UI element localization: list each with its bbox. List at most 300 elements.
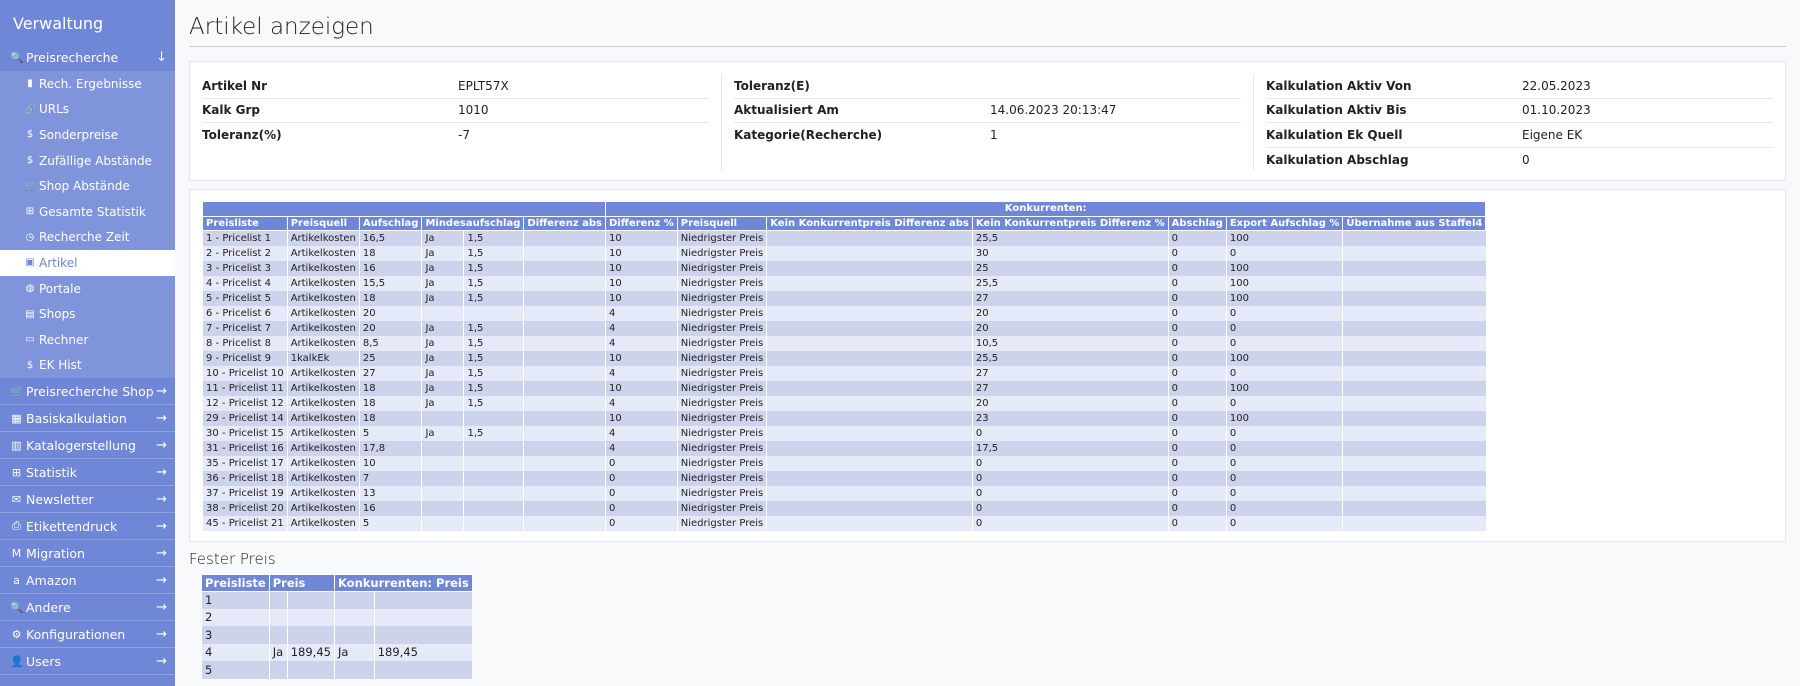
table-cell: Artikelkosten	[287, 381, 359, 396]
info-column-1	[190, 74, 722, 170]
table-cell	[1343, 351, 1486, 366]
table-cell: Artikelkosten	[287, 471, 359, 486]
info-label: Kalkulation Ek Quell	[1266, 127, 1403, 142]
info-value: Eigene EK	[1522, 127, 1583, 142]
table-cell: Niedrigster Preis	[677, 366, 766, 381]
table-cell: 1kalkEk	[287, 351, 359, 366]
table-cell: 31 - Pricelist 16	[203, 441, 288, 456]
info-value: 1	[990, 128, 998, 143]
table-cell: 17,5	[972, 441, 1168, 456]
sidebar-section-9[interactable]	[0, 594, 175, 621]
table-cell	[767, 501, 973, 516]
table-cell: 30 - Pricelist 15	[203, 426, 288, 441]
table-cell: Artikelkosten	[287, 516, 359, 531]
table-cell: 5 - Pricelist 5	[203, 291, 288, 306]
table-row	[203, 426, 1486, 441]
table-cell: Artikelkosten	[287, 321, 359, 336]
page-title: Artikel anzeigen	[189, 14, 1786, 47]
table-cell	[1343, 366, 1486, 381]
info-column-2	[722, 74, 1254, 170]
table-cell: 5	[202, 661, 270, 679]
table-cell: 10	[606, 291, 678, 306]
table-cell: 10	[606, 381, 678, 396]
sidebar-section-10[interactable]	[0, 621, 175, 648]
table-cell	[524, 321, 606, 336]
mail-icon: ✉	[11, 492, 22, 506]
table-cell	[524, 516, 606, 531]
info-value: EPLT57X	[458, 78, 509, 93]
table-cell: 4	[606, 306, 678, 321]
table-cell: Ja	[422, 261, 464, 276]
table-cell: 1,5	[464, 351, 524, 366]
table-cell: 0	[972, 471, 1168, 486]
table-cell: 0	[1226, 501, 1343, 516]
table-cell	[767, 411, 973, 426]
price-col-header: Aufschlag	[359, 216, 422, 231]
sidebar-item-0[interactable]	[0, 71, 175, 97]
table-cell: 0	[1226, 366, 1343, 381]
table-cell	[334, 609, 374, 627]
table-row	[203, 441, 1486, 456]
info-row	[202, 74, 709, 99]
info-label: Toleranz(%)	[202, 128, 282, 143]
table-cell: 1,5	[464, 291, 524, 306]
sidebar-section-11[interactable]	[0, 648, 175, 675]
table-row	[203, 336, 1486, 351]
table-cell	[1343, 291, 1486, 306]
table-cell: 4	[606, 321, 678, 336]
table-cell	[767, 231, 973, 246]
table-cell	[524, 471, 606, 486]
sidebar-section-label: Newsletter	[26, 491, 94, 507]
sidebar-item-11[interactable]	[0, 353, 175, 379]
table-row	[203, 351, 1486, 366]
table-cell: Niedrigster Preis	[677, 261, 766, 276]
table-cell: 25,5	[972, 231, 1168, 246]
table-cell: 100	[1226, 381, 1343, 396]
table-cell: Niedrigster Preis	[677, 456, 766, 471]
fixed-price-table	[201, 574, 473, 679]
fixed-col-preisliste: Preisliste	[202, 574, 270, 591]
sidebar-item-label: Portale	[39, 281, 81, 296]
table-cell: Niedrigster Preis	[677, 441, 766, 456]
table-cell	[464, 516, 524, 531]
sidebar-item-4[interactable]	[0, 173, 175, 199]
table-cell	[524, 291, 606, 306]
price-col-header: Export Aufschlag %	[1226, 216, 1343, 231]
table-cell	[1343, 486, 1486, 501]
sidebar-section-3[interactable]	[0, 432, 175, 459]
table-cell: Artikelkosten	[287, 486, 359, 501]
table-cell: 10,5	[972, 336, 1168, 351]
sidebar-nav	[0, 44, 175, 675]
price-col-header: Preisliste	[203, 216, 288, 231]
fixed-col-konkurrenten-preis: Konkurrenten: Preis	[334, 574, 472, 591]
table-cell: 25	[972, 261, 1168, 276]
table-cell	[767, 246, 973, 261]
table-cell	[767, 456, 973, 471]
table-cell	[464, 486, 524, 501]
table-row	[203, 411, 1486, 426]
table-cell: 0	[1226, 441, 1343, 456]
table-cell	[524, 426, 606, 441]
table-cell	[269, 609, 287, 627]
table-cell: 18	[359, 381, 422, 396]
table-cell: 10	[606, 261, 678, 276]
table-cell: Ja	[422, 351, 464, 366]
table-cell: 0	[606, 516, 678, 531]
table-icon: ⊞	[25, 206, 35, 218]
info-row	[734, 99, 1241, 124]
table-cell	[767, 486, 973, 501]
table-cell: 0	[972, 501, 1168, 516]
sidebar-item-label: EK Hist	[39, 358, 82, 373]
table-cell: Artikelkosten	[287, 246, 359, 261]
table-cell	[374, 591, 472, 609]
link-icon: 🔗	[24, 103, 37, 115]
table-cell: 0	[1168, 426, 1226, 441]
book-icon: ▥	[11, 438, 22, 452]
table-cell	[524, 396, 606, 411]
price-col-header: Preisquell	[287, 216, 359, 231]
table-cell: Niedrigster Preis	[677, 396, 766, 411]
table-cell: 100	[1226, 411, 1343, 426]
article-icon: ▣	[25, 257, 35, 269]
table-row	[203, 306, 1486, 321]
info-column-3	[1254, 74, 1785, 170]
table-cell: Niedrigster Preis	[677, 411, 766, 426]
table-cell: 37 - Pricelist 19	[203, 486, 288, 501]
table-icon: ⊞	[11, 465, 22, 479]
table-cell: 15,5	[359, 276, 422, 291]
table-cell: 0	[1226, 396, 1343, 411]
table-cell: 20	[972, 306, 1168, 321]
table-cell: Niedrigster Preis	[677, 501, 766, 516]
table-cell	[1343, 261, 1486, 276]
table-cell: 36 - Pricelist 18	[203, 471, 288, 486]
table-cell: 0	[1226, 516, 1343, 531]
table-cell: 10	[606, 276, 678, 291]
table-cell: 27	[972, 291, 1168, 306]
info-value: 1010	[458, 103, 489, 118]
table-cell: Artikelkosten	[287, 366, 359, 381]
sidebar-item-label: Shop Abstände	[39, 179, 130, 194]
table-cell	[464, 471, 524, 486]
sidebar-item-10[interactable]	[0, 327, 175, 353]
table-cell	[524, 441, 606, 456]
table-cell: 6 - Pricelist 6	[203, 306, 288, 321]
table-cell: 1,5	[464, 261, 524, 276]
table-cell	[464, 441, 524, 456]
table-cell: Artikelkosten	[287, 336, 359, 351]
table-cell	[524, 366, 606, 381]
table-cell: Artikelkosten	[287, 231, 359, 246]
table-row	[203, 291, 1486, 306]
table-cell	[524, 261, 606, 276]
sidebar-item-label: Recherche Zeit	[39, 230, 130, 245]
table-cell: 0	[1168, 276, 1226, 291]
table-cell: 0	[1168, 471, 1226, 486]
table-cell: 0	[1168, 381, 1226, 396]
table-cell: 4	[606, 426, 678, 441]
table-cell	[1343, 306, 1486, 321]
table-cell	[524, 246, 606, 261]
sidebar-section-2[interactable]	[0, 405, 175, 432]
price-col-header: Preisquell	[677, 216, 766, 231]
arrow-right-icon: →	[156, 653, 167, 669]
table-cell: 189,45	[374, 644, 472, 662]
table-cell: 0	[1226, 306, 1343, 321]
sidebar-item-3[interactable]	[0, 148, 175, 174]
info-label: Artikel Nr	[202, 78, 268, 93]
table-cell	[422, 471, 464, 486]
sidebar-section-label: Konfigurationen	[26, 626, 126, 642]
migration-icon: M	[11, 546, 22, 560]
arrow-down-icon: ↓	[156, 50, 167, 65]
table-cell: 10	[606, 246, 678, 261]
table-cell	[1343, 231, 1486, 246]
table-cell: Ja	[269, 644, 287, 662]
table-cell: 189,45	[287, 644, 334, 662]
table-cell: Niedrigster Preis	[677, 321, 766, 336]
group-header-competitors: Konkurrenten:	[606, 202, 1486, 217]
price-col-header: Kein Konkurrentpreis Differenz %	[972, 216, 1168, 231]
table-cell: 27	[972, 381, 1168, 396]
table-row	[202, 661, 473, 679]
store-icon: ▤	[25, 308, 35, 320]
table-cell	[1343, 441, 1486, 456]
info-label: Toleranz(E)	[734, 78, 810, 93]
table-cell	[767, 366, 973, 381]
table-cell: 0	[606, 471, 678, 486]
table-cell: 23	[972, 411, 1168, 426]
table-cell: 8,5	[359, 336, 422, 351]
table-cell: Ja	[422, 321, 464, 336]
price-table-group-row	[203, 202, 1486, 217]
table-cell: 2 - Pricelist 2	[203, 246, 288, 261]
sidebar-section-label: Amazon	[26, 572, 77, 588]
table-cell	[524, 351, 606, 366]
table-cell: 100	[1226, 351, 1343, 366]
table-cell: 27	[972, 366, 1168, 381]
table-row	[202, 591, 473, 609]
price-col-header: Übernahme aus Staffel4	[1343, 216, 1486, 231]
table-cell	[1343, 471, 1486, 486]
table-cell	[464, 411, 524, 426]
table-cell: Niedrigster Preis	[677, 306, 766, 321]
table-cell: 100	[1226, 231, 1343, 246]
table-cell: Artikelkosten	[287, 426, 359, 441]
table-cell: Ja	[422, 396, 464, 411]
table-cell	[1343, 321, 1486, 336]
table-cell	[1343, 276, 1486, 291]
sidebar-brand[interactable]: Verwaltung	[13, 14, 104, 33]
info-row	[1266, 74, 1773, 99]
sidebar-section-label: Migration	[26, 545, 85, 561]
table-cell	[334, 626, 374, 644]
table-cell	[767, 321, 973, 336]
table-cell	[1343, 426, 1486, 441]
sidebar-section-0[interactable]	[0, 44, 175, 71]
sidebar-item-9[interactable]	[0, 301, 175, 327]
table-cell: 1,5	[464, 381, 524, 396]
table-cell: 0	[972, 516, 1168, 531]
sidebar-item-6[interactable]	[0, 225, 175, 251]
sidebar-item-1[interactable]	[0, 97, 175, 123]
arrow-right-icon: →	[156, 464, 167, 480]
price-col-header: Mindesaufschlag	[422, 216, 524, 231]
table-cell	[524, 411, 606, 426]
table-cell: Artikelkosten	[287, 411, 359, 426]
table-cell: 0	[1168, 486, 1226, 501]
table-cell: 1,5	[464, 396, 524, 411]
table-cell: 9 - Pricelist 9	[203, 351, 288, 366]
table-cell	[524, 381, 606, 396]
table-cell: 12 - Pricelist 12	[203, 396, 288, 411]
price-table-body	[203, 231, 1486, 531]
table-cell	[464, 306, 524, 321]
table-cell: Niedrigster Preis	[677, 336, 766, 351]
table-cell	[1343, 516, 1486, 531]
sidebar-item-5[interactable]	[0, 199, 175, 225]
table-row	[203, 231, 1486, 246]
sidebar-item-8[interactable]	[0, 276, 175, 302]
price-col-header: Differenz %	[606, 216, 678, 231]
table-cell: Niedrigster Preis	[677, 291, 766, 306]
arrow-right-icon: →	[156, 383, 167, 399]
sidebar-item-label: Rechner	[39, 332, 89, 347]
table-cell: 0	[1226, 426, 1343, 441]
sidebar-section-1[interactable]	[0, 378, 175, 405]
sidebar-item-7[interactable]	[0, 250, 175, 276]
table-cell: 18	[359, 396, 422, 411]
dollar-icon: $	[26, 129, 34, 141]
table-cell	[524, 231, 606, 246]
table-cell: 10	[606, 231, 678, 246]
arrow-right-icon: →	[156, 491, 167, 507]
table-cell	[422, 516, 464, 531]
table-cell: 20	[972, 321, 1168, 336]
table-cell: 13	[359, 486, 422, 501]
table-row	[203, 471, 1486, 486]
print-icon: ⎙	[12, 519, 21, 533]
table-cell: 17,8	[359, 441, 422, 456]
table-cell: Artikelkosten	[287, 456, 359, 471]
table-cell: 1,5	[464, 276, 524, 291]
table-cell: 0	[1168, 231, 1226, 246]
table-cell: 2	[202, 609, 270, 627]
sidebar-item-label: Artikel	[39, 255, 78, 270]
table-cell: 0	[1168, 396, 1226, 411]
sidebar-section-4[interactable]	[0, 459, 175, 486]
sidebar-section-6[interactable]	[0, 513, 175, 540]
table-cell: 5	[359, 516, 422, 531]
table-cell	[1343, 411, 1486, 426]
table-cell: Niedrigster Preis	[677, 351, 766, 366]
sidebar-section-5[interactable]	[0, 486, 175, 513]
table-cell: Ja	[422, 291, 464, 306]
table-cell: 100	[1226, 261, 1343, 276]
sidebar-section-7[interactable]	[0, 540, 175, 567]
article-info-card	[189, 61, 1786, 181]
table-cell	[269, 661, 287, 679]
table-cell	[1343, 456, 1486, 471]
table-cell	[767, 426, 973, 441]
price-table-card	[189, 189, 1786, 542]
table-cell	[1343, 381, 1486, 396]
table-cell: 3	[202, 626, 270, 644]
table-cell: 0	[1168, 291, 1226, 306]
table-cell: 4	[202, 644, 270, 662]
table-cell: 0	[1168, 441, 1226, 456]
table-cell	[287, 609, 334, 627]
table-cell	[767, 276, 973, 291]
table-cell: Niedrigster Preis	[677, 516, 766, 531]
sidebar-section-label: Users	[26, 653, 62, 669]
info-row	[1266, 148, 1773, 173]
globe-icon: ◍	[25, 283, 35, 295]
table-cell: 0	[972, 486, 1168, 501]
table-cell: 20	[359, 306, 422, 321]
table-cell: 18	[359, 411, 422, 426]
table-cell: 20	[359, 321, 422, 336]
table-cell	[464, 456, 524, 471]
sidebar-section-label: Statistik	[26, 464, 77, 480]
table-cell	[1343, 396, 1486, 411]
table-cell: 1	[202, 591, 270, 609]
arrow-right-icon: →	[156, 545, 167, 561]
table-cell: 100	[1226, 291, 1343, 306]
info-value: 14.06.2023 20:13:47	[990, 103, 1117, 118]
table-cell: 10	[359, 456, 422, 471]
table-cell	[1343, 246, 1486, 261]
sidebar-section-8[interactable]	[0, 567, 175, 594]
table-cell: 0	[1226, 336, 1343, 351]
table-cell: 1,5	[464, 246, 524, 261]
arrow-right-icon: →	[156, 626, 167, 642]
table-cell	[1343, 501, 1486, 516]
fixed-col-preis: Preis	[269, 574, 334, 591]
dollar-icon: $	[26, 359, 34, 371]
table-cell: 0	[1226, 456, 1343, 471]
table-cell: 25	[359, 351, 422, 366]
cart-icon: 🛒	[10, 384, 24, 398]
sidebar-item-2[interactable]	[0, 122, 175, 148]
table-cell: Ja	[422, 231, 464, 246]
table-cell	[524, 276, 606, 291]
table-cell	[767, 261, 973, 276]
table-cell	[374, 626, 472, 644]
table-cell	[269, 591, 287, 609]
sidebar-section-label: Etikettendruck	[26, 518, 118, 534]
sidebar-item-label: Shops	[39, 307, 76, 322]
table-cell: 0	[1168, 336, 1226, 351]
table-cell	[374, 661, 472, 679]
table-cell	[422, 501, 464, 516]
table-cell	[524, 486, 606, 501]
table-row	[202, 609, 473, 627]
info-value: 0	[1522, 152, 1530, 167]
fixed-price-title: Fester Preis	[189, 549, 276, 568]
table-cell: Ja	[422, 276, 464, 291]
search-icon: 🔍	[10, 51, 24, 64]
info-label: Kategorie(Recherche)	[734, 128, 883, 143]
table-cell	[422, 306, 464, 321]
table-cell: 8 - Pricelist 8	[203, 336, 288, 351]
search-icon: 🔍	[10, 600, 24, 614]
table-cell	[767, 351, 973, 366]
table-cell: 38 - Pricelist 20	[203, 501, 288, 516]
